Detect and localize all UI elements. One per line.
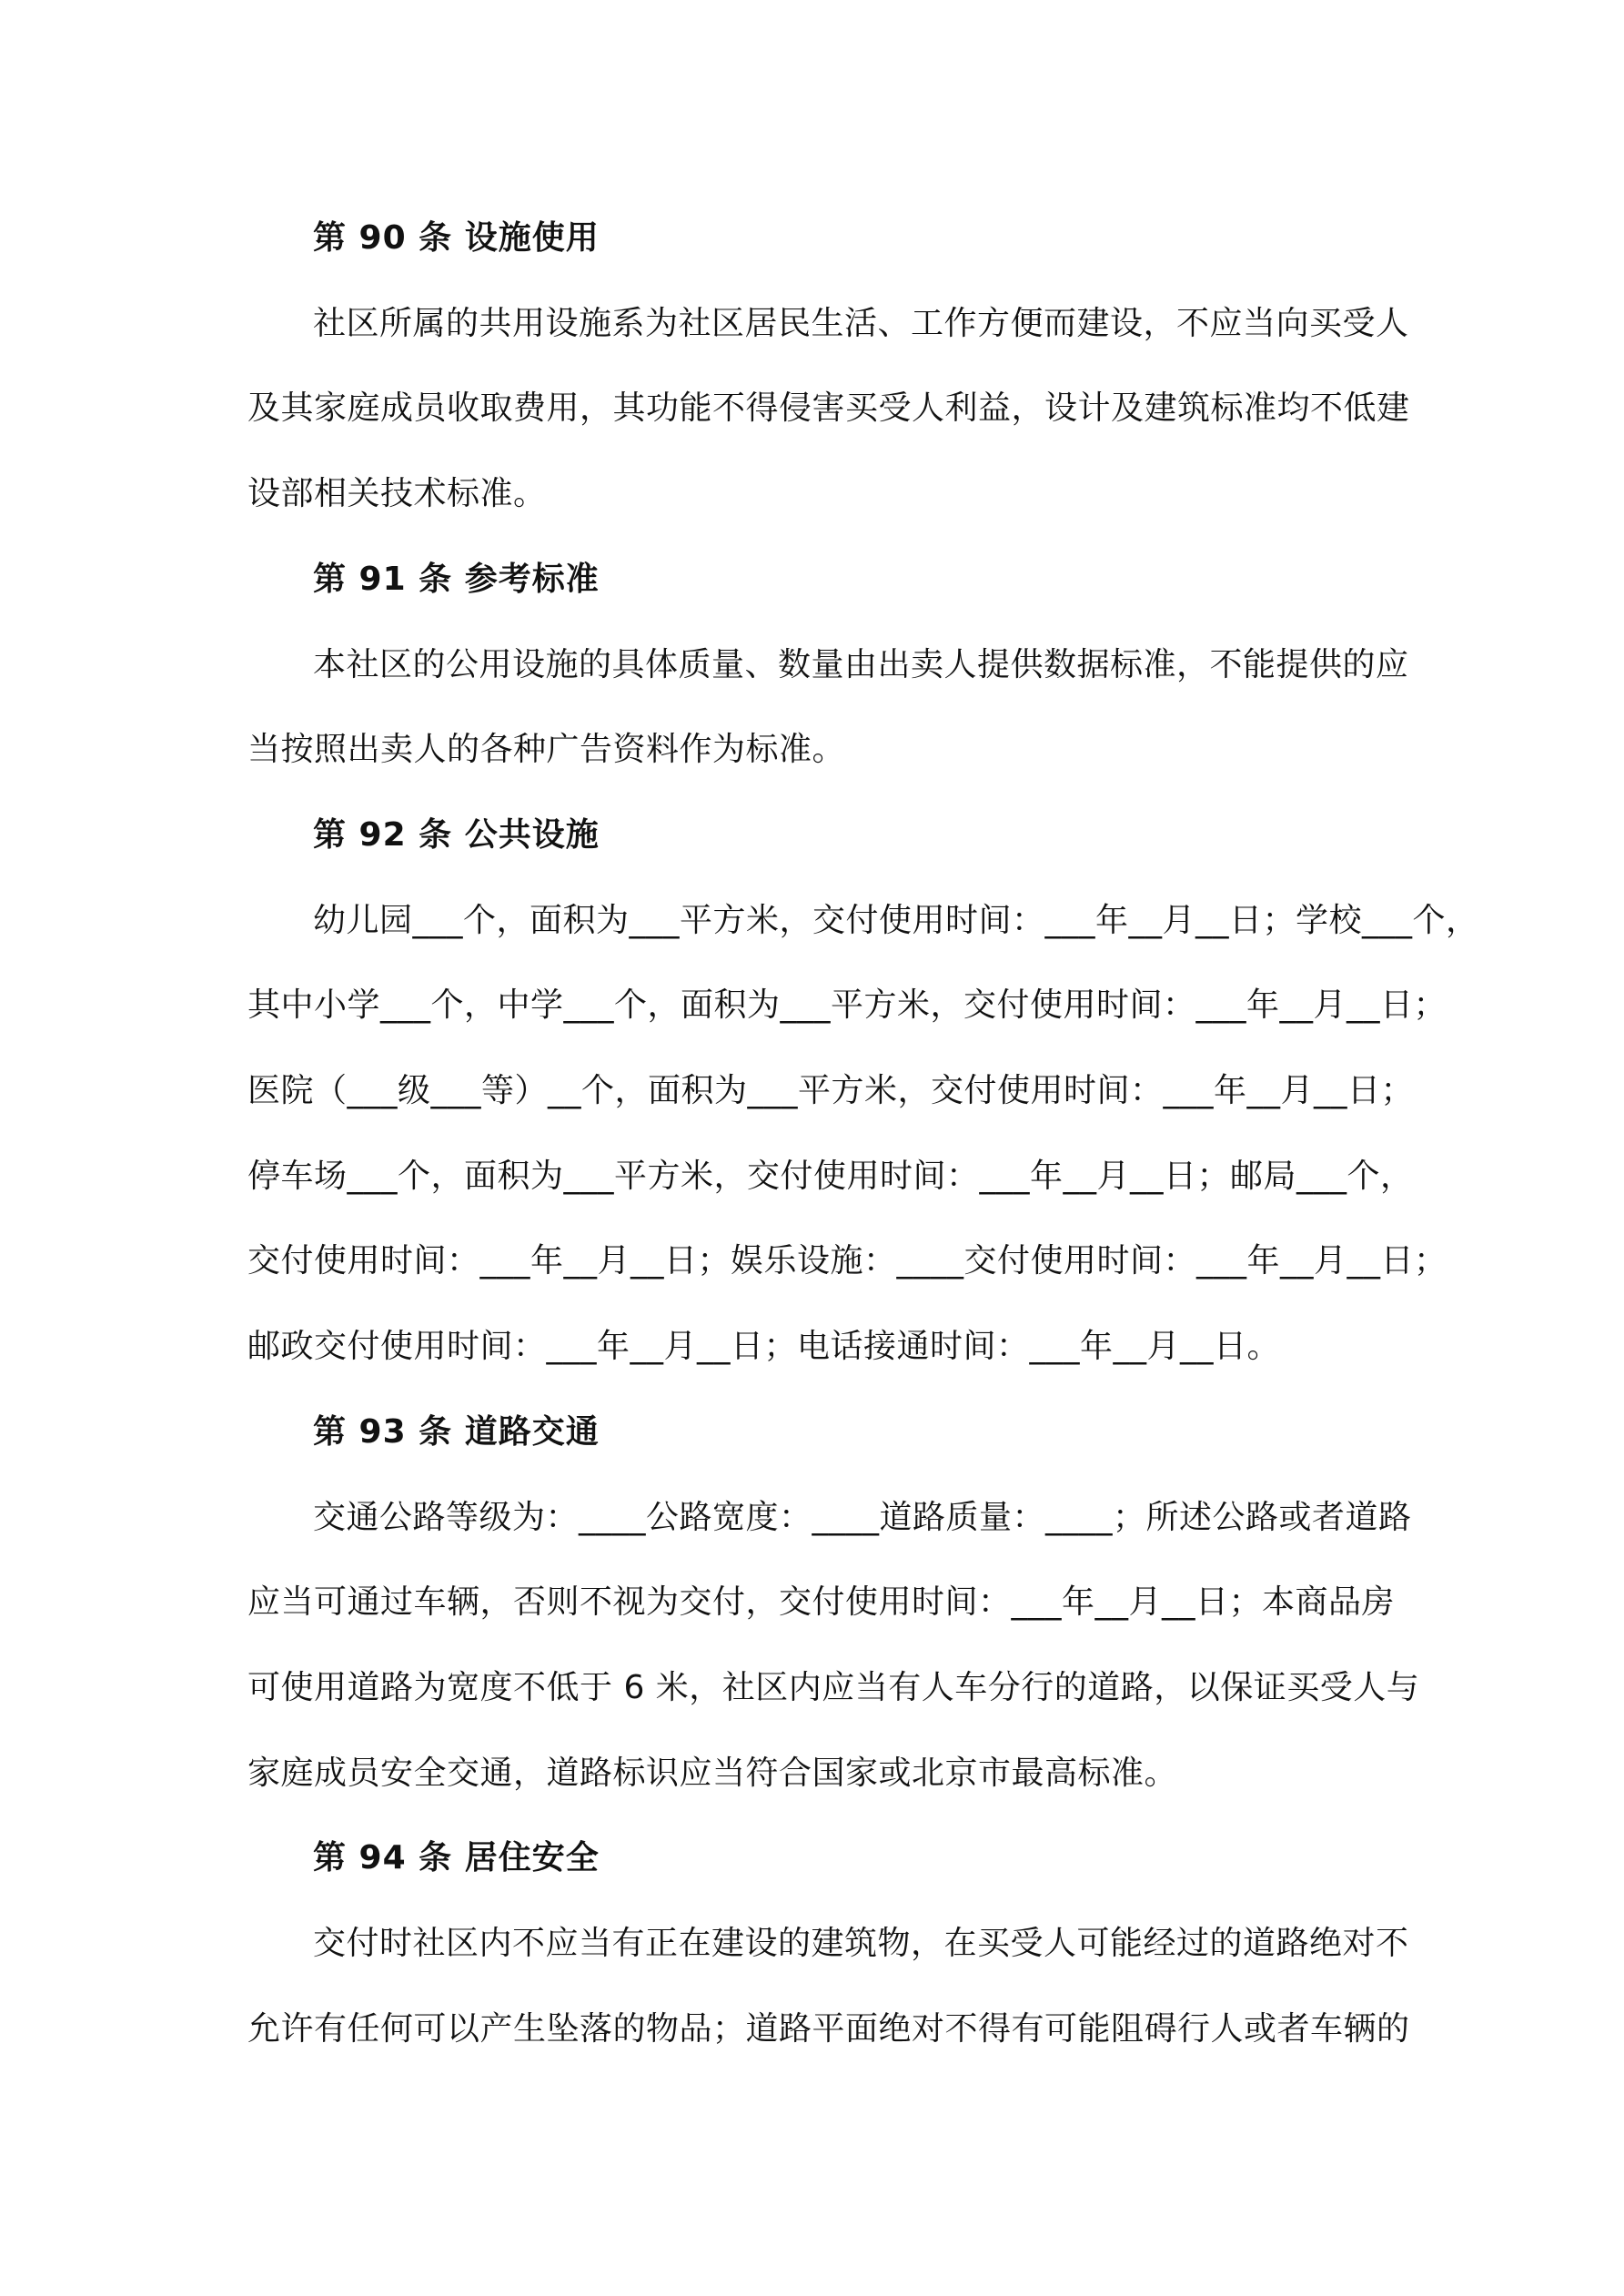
article-91-heading: 第 91 条 参考标准 [313, 561, 600, 598]
article-92-heading: 第 92 条 公共设施 [313, 816, 600, 854]
article-93-text-line: 应当可通过车辆，否则不视为交付，交付使用时间：___年__月__日；本商品房 [247, 1583, 1396, 1621]
article-92-text-line: 幼儿园___个，面积为___平方米，交付使用时间：___年__月__日；学校___个， [313, 902, 1479, 939]
article-93-heading: 第 93 条 道路交通 [313, 1413, 600, 1451]
article-92-text-line: 交付使用时间：___年__月__日；娱乐设施：____交付使用时间：___年__月__日； [247, 1242, 1447, 1279]
article-93-text-line: 交通公路等级为：____公路宽度：____道路质量：____；所述公路或者道路 [313, 1499, 1412, 1536]
article-90-text-line: 社区所属的共用设施系为社区居民生活、工作方便而建设，不应当向买受人 [313, 305, 1409, 342]
article-93-text-line: 家庭成员安全交通，道路标识应当符合国家或北京市最高标准。 [247, 1755, 1178, 1792]
article-92-text-line: 停车场___个，面积为___平方米，交付使用时间：___年__月__日；邮局___个， [247, 1158, 1414, 1195]
article-90-text-line: 设部相关技术标准。 [247, 475, 547, 512]
article-94-text-line: 允许有任何可以产生坠落的物品；道路平面绝对不得有可能阻碍行人或者车辆的 [247, 2010, 1410, 2048]
article-92-text-line: 医院（___级___等）__个，面积为___平方米，交付使用时间：___年__月__日； [247, 1072, 1415, 1109]
article-92-text-line: 邮政交付使用时间：___年__月__日；电话接通时间：___年__月__日。 [247, 1328, 1281, 1365]
article-93-text-line: 可使用道路为宽度不低于 6 米，社区内应当有人车分行的道路，以保证买受人与 [247, 1669, 1420, 1706]
article-90-text-line: 及其家庭成员收取费用，其功能不得侵害买受人利益，设计及建筑标准均不低建 [247, 389, 1410, 427]
article-94-text-line: 交付时社区内不应当有正在建设的建筑物，在买受人可能经过的道路绝对不 [313, 1925, 1409, 1962]
article-90-heading: 第 90 条 设施使用 [313, 219, 600, 257]
article-91-text-line: 本社区的公用设施的具体质量、数量由出卖人提供数据标准，不能提供的应 [313, 646, 1409, 683]
article-94-heading: 第 94 条 居住安全 [313, 1839, 600, 1876]
article-92-text-line: 其中小学___个，中学___个，面积为___平方米，交付使用时间：___年__月__日； [247, 986, 1447, 1024]
article-91-text-line: 当按照出卖人的各种广告资料作为标准。 [247, 731, 846, 768]
